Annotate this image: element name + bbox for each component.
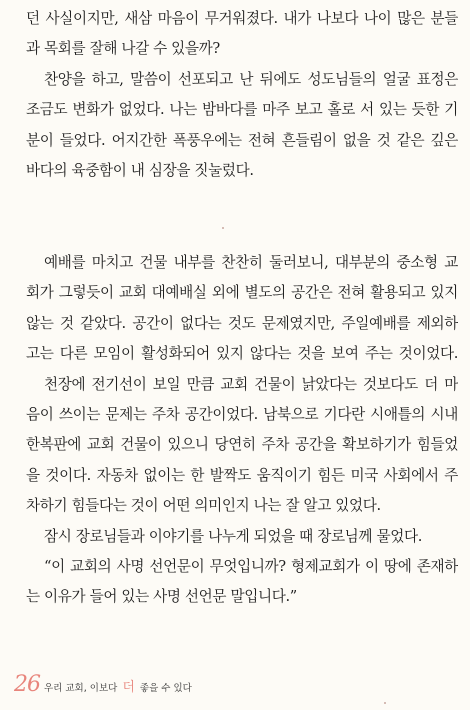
text-line: 고는 다른 모임이 활성화되어 있지 않다는 것을 보여 주는 것이었다. <box>26 345 458 363</box>
paragraph-group-1 <box>26 4 458 186</box>
page-footer <box>14 672 192 698</box>
running-title <box>44 676 192 695</box>
running-title-start: 우리 교회, 이보다 <box>44 683 121 694</box>
text-line: 바다의 육중함이 내 심장을 짓눌렀다. <box>26 161 254 179</box>
text-line: 회가 그렇듯이 교회 대예배실 외에 별도의 공간은 전혀 활용되고 있지 <box>26 284 458 302</box>
text-line: 는 이유가 들어 있는 사명 선언문 말입니다.” <box>26 588 297 606</box>
text-line: “이 교회의 사명 선언문이 무엇입니까? 형제교회가 이 땅에 존재하 <box>44 557 458 575</box>
text-line: 차하기 힘들다는 것이 어떤 의미인지 나는 잘 알고 있었다. <box>26 497 381 515</box>
text-line: 천장에 전기선이 보일 만큼 교회 건물이 낡았다는 것보다도 더 마 <box>44 375 458 393</box>
text-line: 을 것이다. 자동차 없이는 한 발짝도 움직이기 힘든 미국 사회에서 주 <box>26 466 458 484</box>
print-speck <box>384 702 386 704</box>
paragraph-group-2 <box>26 248 458 613</box>
text-line: 잠시 장로님들과 이야기를 나누게 되었을 때 장로님께 물었다. <box>44 527 423 545</box>
text-line: 과 목회를 잘해 나갈 수 있을까? <box>26 40 220 58</box>
page-number: 26 <box>14 672 40 697</box>
print-speck <box>222 227 224 229</box>
text-line: 음이 쓰이는 문제는 주차 공간이었다. 남북으로 기다란 시애틀의 시내 <box>26 405 458 423</box>
text-line: 조금도 변화가 없었다. 나는 밤바다를 마주 보고 홀로 서 있는 듯한 기 <box>26 101 458 119</box>
text-line: 분이 들었다. 어지간한 폭풍우에는 전혀 흔들림이 없을 것 같은 깊은 <box>26 131 458 149</box>
text-line: 한복판에 교회 건물이 있으니 당연히 주차 공간을 확보하기가 힘들었 <box>26 436 458 454</box>
text-line: 않는 것 같았다. 공간이 없다는 것도 문제였지만, 주일예배를 제외하 <box>26 314 458 332</box>
text-line: 던 사실이지만, 새삼 마음이 무거워졌다. 내가 나보다 나이 많은 분들 <box>26 10 458 27</box>
running-title-emphasis: 더 <box>122 680 135 695</box>
running-title-end: 좋을 수 있다 <box>136 683 192 694</box>
text-line: 예배를 마치고 건물 내부를 찬찬히 둘러보니, 대부분의 중소형 교 <box>44 254 458 271</box>
text-line: 찬양을 하고, 말씀이 선포되고 난 뒤에도 성도님들의 얼굴 표정은 <box>44 70 458 88</box>
